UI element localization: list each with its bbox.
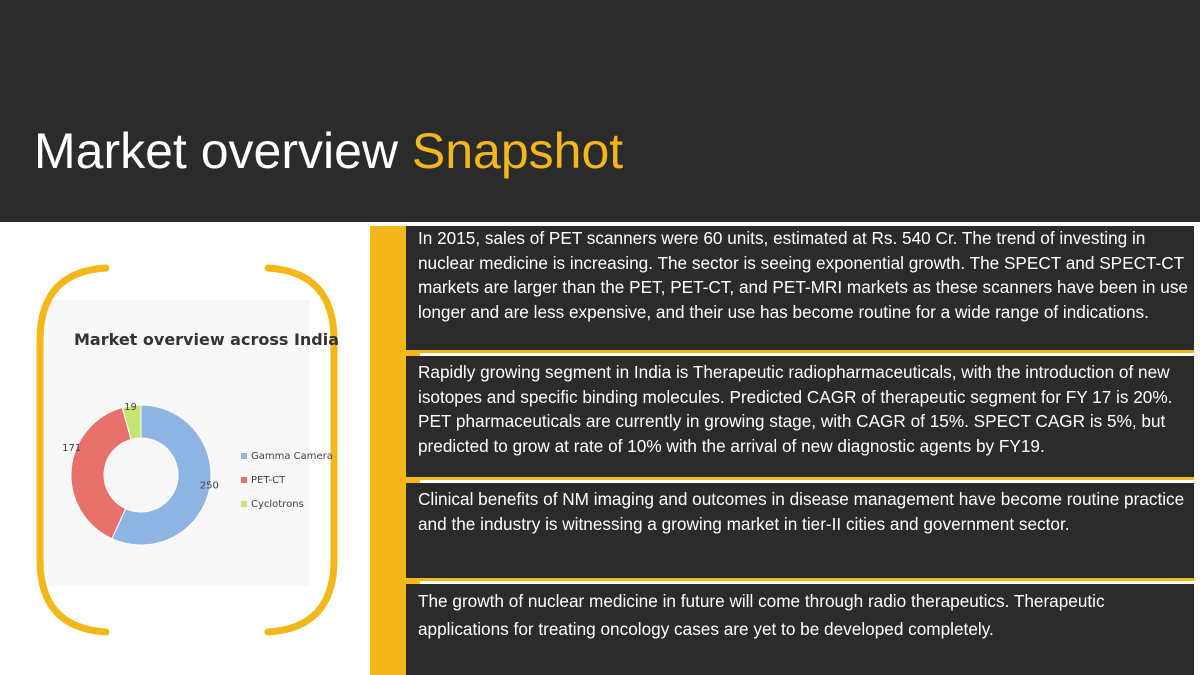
legend-swatch [241, 477, 247, 483]
text-box-4 [406, 584, 1194, 675]
legend-swatch [241, 453, 247, 459]
legend-label: PET-CT [251, 474, 286, 486]
chart-title: Market overview across India [74, 330, 340, 349]
legend-label: Cyclotrons [251, 498, 304, 510]
slide-title-main: Market overview [34, 123, 412, 179]
slide-title-accent: Snapshot [411, 123, 624, 179]
text-box-3 [406, 483, 1194, 581]
data-label-pet-ct: 171 [62, 442, 82, 454]
legend-item-cyclotrons [241, 492, 333, 516]
donut-chart [56, 376, 226, 566]
data-label-gamma-camera: 250 [199, 480, 219, 492]
paragraph-3: Clinical benefits of NM imaging and outcomes in disease management have become routine practice and the industry is witnessing a growing market in tier-II cities and government sector. [418, 489, 1185, 534]
legend-item-gamma-camera [241, 444, 333, 468]
paragraph-2: Rapidly growing segment in India is Therapeutic radiopharmaceuticals, with the introduction of new isotopes and specific binding molecules. Predicted CAGR of therapeutic segment for FY 17 is 20%. PET pharmaceuticals are currently in growing stage, with CAGR of 15%. SPECT CAGR is 5%, but predicted to grow at rate of 10% with the arrival of new diagnostic agents by FY19. [418, 362, 1173, 456]
paragraph-4: The growth of nuclear medicine in future will come through radio therapeutics. Therapeutic applications for treating oncology cases are yet to be developed completely. [418, 591, 1105, 639]
legend-swatch [241, 501, 247, 507]
chart-legend [241, 444, 333, 516]
paragraph-1: In 2015, sales of PET scanners were 60 units, estimated at Rs. 540 Cr. The trend of investing in nuclear medicine is increasing. The sector is seeing exponential growth. The SPECT and SPECT-CT markets are larger than the PET, PET-CT, and PET-MRI markets as these scanners have been in use longer and are less expensive, and their use has become routine for a wide range of indications. [418, 228, 1188, 322]
data-label-cyclotrons: 19 [124, 401, 137, 413]
text-box-1 [406, 226, 1194, 353]
text-box-2 [406, 356, 1194, 480]
legend-item-pet-ct [241, 468, 333, 492]
legend-label: Gamma Camera [251, 450, 333, 462]
